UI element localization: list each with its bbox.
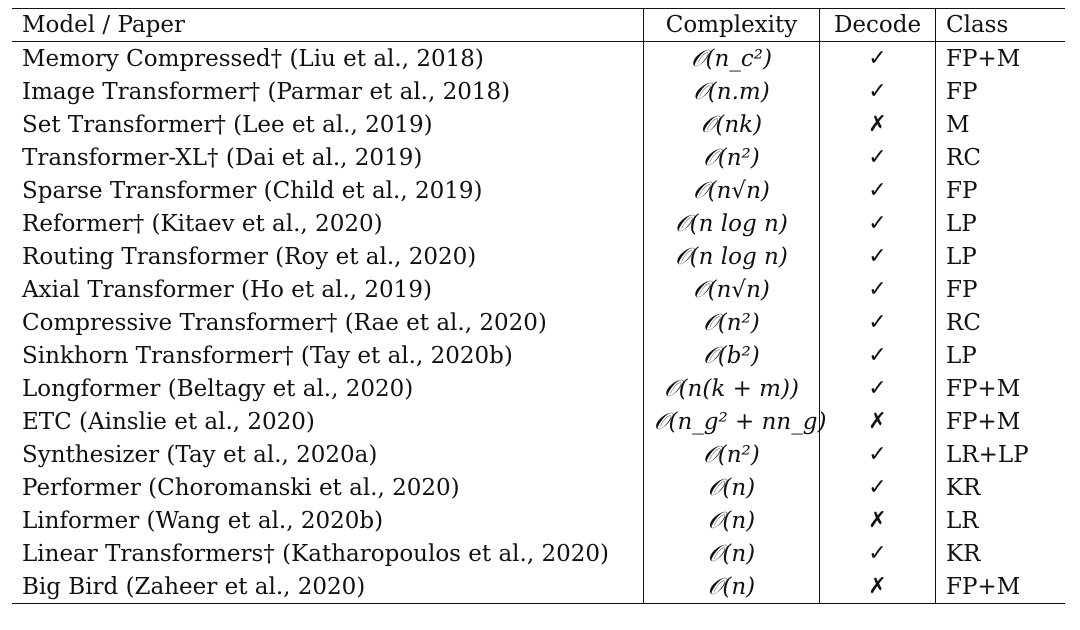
model-cell: ETC (Ainslie et al., 2020) [22, 408, 315, 435]
check-mark-icon: ✓ [868, 343, 887, 368]
check-mark-icon: ✓ [868, 178, 887, 203]
decode-cell [820, 405, 936, 438]
decode-cell [820, 306, 936, 339]
header-model: Model / Paper [22, 12, 185, 38]
complexity-cell: 𝒪(b²) [644, 339, 820, 372]
table-row [12, 372, 1065, 405]
check-mark-icon: ✓ [868, 79, 887, 104]
check-mark-icon: ✓ [868, 277, 887, 302]
check-mark-icon: ✓ [868, 145, 887, 170]
complexity-cell: 𝒪(n_c²) [644, 42, 820, 76]
model-cell: Transformer-XL† (Dai et al., 2019) [22, 144, 423, 171]
decode-cell [820, 42, 936, 76]
model-cell: Routing Transformer (Roy et al., 2020) [22, 243, 477, 270]
class-cell: FP [936, 75, 1066, 108]
table-header-row [12, 9, 1065, 42]
class-cell: LR+LP [936, 438, 1066, 471]
class-cell: RC [936, 141, 1066, 174]
model-cell: Sparse Transformer (Child et al., 2019) [22, 177, 483, 204]
decode-cell [820, 339, 936, 372]
table-row [12, 75, 1065, 108]
model-cell: Big Bird (Zaheer et al., 2020) [22, 573, 366, 600]
table-row [12, 405, 1065, 438]
complexity-cell: 𝒪(n) [644, 570, 820, 604]
complexity-cell: 𝒪(n) [644, 537, 820, 570]
table-row [12, 306, 1065, 339]
decode-cell [820, 141, 936, 174]
cross-mark-icon: ✗ [868, 409, 887, 434]
complexity-cell: 𝒪(n²) [644, 306, 820, 339]
complexity-cell: 𝒪(n(k + m)) [644, 372, 820, 405]
complexity-cell: 𝒪(n²) [644, 141, 820, 174]
model-cell: Synthesizer (Tay et al., 2020a) [22, 441, 378, 468]
model-cell: Sinkhorn Transformer† (Tay et al., 2020b) [22, 342, 513, 369]
class-cell: RC [936, 306, 1066, 339]
decode-cell [820, 438, 936, 471]
class-cell: KR [936, 537, 1066, 570]
model-cell: Compressive Transformer† (Rae et al., 2020) [22, 309, 547, 336]
table-row [12, 339, 1065, 372]
decode-cell [820, 108, 936, 141]
decode-cell [820, 75, 936, 108]
decode-cell [820, 207, 936, 240]
class-cell: LP [936, 207, 1066, 240]
complexity-cell: 𝒪(n log n) [644, 240, 820, 273]
model-cell: Set Transformer† (Lee et al., 2019) [22, 111, 433, 138]
header-class: Class [936, 9, 1066, 42]
complexity-cell: 𝒪(n√n) [644, 174, 820, 207]
decode-cell [820, 504, 936, 537]
model-cell: Longformer (Beltagy et al., 2020) [22, 375, 414, 402]
model-cell: Memory Compressed† (Liu et al., 2018) [22, 45, 484, 72]
table-row [12, 108, 1065, 141]
complexity-cell: 𝒪(n log n) [644, 207, 820, 240]
complexity-cell: 𝒪(n) [644, 471, 820, 504]
decode-cell [820, 570, 936, 604]
table-row [12, 273, 1065, 306]
table-row [12, 570, 1065, 604]
cross-mark-icon: ✗ [868, 574, 887, 599]
decode-cell [820, 273, 936, 306]
header-decode: Decode [820, 9, 936, 42]
model-cell: Reformer† (Kitaev et al., 2020) [22, 210, 383, 237]
table-row [12, 141, 1065, 174]
cross-mark-icon: ✗ [868, 508, 887, 533]
class-cell: FP+M [936, 372, 1066, 405]
table-row [12, 240, 1065, 273]
check-mark-icon: ✓ [868, 442, 887, 467]
class-cell: LP [936, 240, 1066, 273]
complexity-cell: 𝒪(n.m) [644, 75, 820, 108]
class-cell: LR [936, 504, 1066, 537]
class-cell: FP [936, 174, 1066, 207]
table-row [12, 174, 1065, 207]
check-mark-icon: ✓ [868, 46, 887, 71]
model-comparison-table [12, 8, 1065, 604]
check-mark-icon: ✓ [868, 211, 887, 236]
check-mark-icon: ✓ [868, 541, 887, 566]
complexity-cell: 𝒪(n) [644, 504, 820, 537]
decode-cell [820, 372, 936, 405]
class-cell: FP+M [936, 42, 1066, 76]
class-cell: KR [936, 471, 1066, 504]
table-row [12, 504, 1065, 537]
complexity-cell: 𝒪(n²) [644, 438, 820, 471]
model-cell: Linformer (Wang et al., 2020b) [22, 507, 384, 534]
decode-cell [820, 471, 936, 504]
table-row [12, 537, 1065, 570]
class-cell: FP [936, 273, 1066, 306]
check-mark-icon: ✓ [868, 475, 887, 500]
table-row [12, 42, 1065, 76]
class-cell: LP [936, 339, 1066, 372]
header-complexity: Complexity [644, 9, 820, 42]
decode-cell [820, 537, 936, 570]
model-cell: Performer (Choromanski et al., 2020) [22, 474, 460, 501]
class-cell: FP+M [936, 405, 1066, 438]
complexity-cell: 𝒪(nk) [644, 108, 820, 141]
table-row [12, 471, 1065, 504]
table-body [12, 42, 1065, 604]
complexity-cell: 𝒪(n_g² + nn_g) [644, 405, 820, 438]
class-cell: FP+M [936, 570, 1066, 604]
decode-cell [820, 174, 936, 207]
check-mark-icon: ✓ [868, 376, 887, 401]
class-cell: M [936, 108, 1066, 141]
decode-cell [820, 240, 936, 273]
check-mark-icon: ✓ [868, 310, 887, 335]
model-cell: Axial Transformer (Ho et al., 2019) [22, 276, 432, 303]
complexity-cell: 𝒪(n√n) [644, 273, 820, 306]
check-mark-icon: ✓ [868, 244, 887, 269]
cross-mark-icon: ✗ [868, 112, 887, 137]
model-cell: Image Transformer† (Parmar et al., 2018) [22, 78, 511, 105]
model-cell: Linear Transformers† (Katharopoulos et al., 2020) [22, 540, 609, 567]
table-row [12, 438, 1065, 471]
table-row [12, 207, 1065, 240]
